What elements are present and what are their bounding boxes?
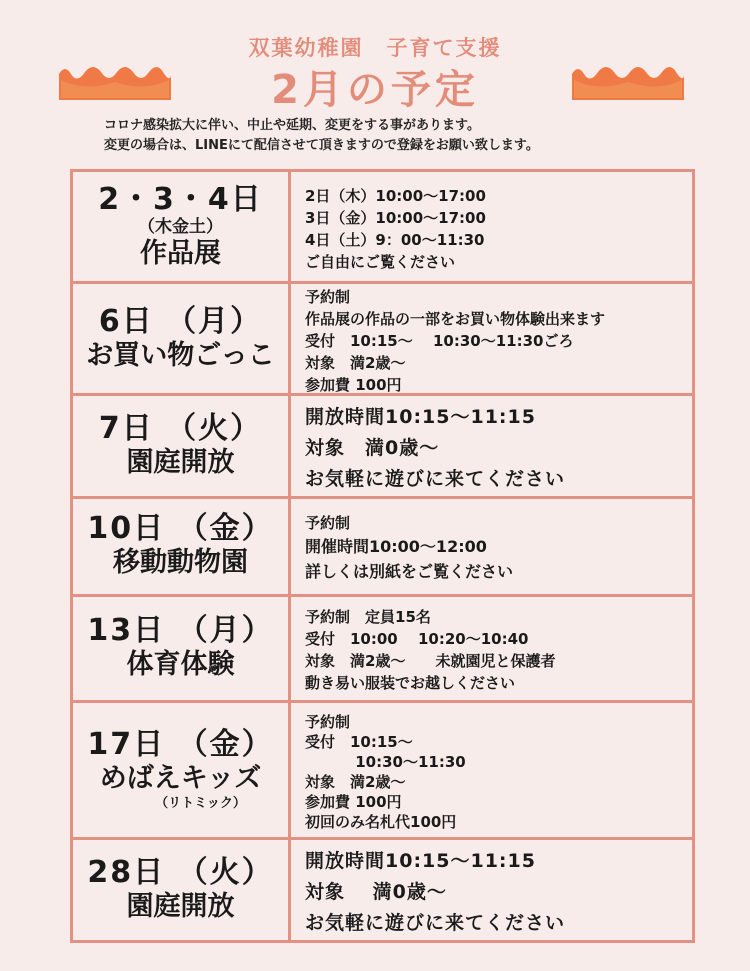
detail-line: 受付 10:00 10:20〜10:40 [305, 630, 529, 649]
notice-line: 変更の場合は、LINEにて配信させて頂きますので登録をお願い致します。 [104, 138, 539, 153]
event-row [73, 597, 692, 704]
event-date: 28日 （火） [87, 855, 274, 891]
detail-line: 開放時間10:15〜11:15 [305, 405, 536, 428]
event-details [291, 499, 692, 594]
event-details [291, 597, 692, 701]
event-row [73, 396, 692, 499]
detail-line: 作品展の作品の一部をお買い物体験出来ます [305, 309, 606, 328]
event-name: 園庭開放 [126, 891, 235, 923]
event-date: 7日 （火） [98, 411, 263, 447]
event-row [73, 703, 692, 840]
detail-line: 予約制 [305, 514, 351, 533]
event-details [291, 172, 692, 281]
detail-line: 初回のみ名札代100円 [305, 813, 457, 832]
detail-line: 予約制 [305, 713, 351, 732]
crown-decoration-right [568, 62, 688, 102]
detail-line: 予約制 [305, 287, 351, 306]
event-note: （リトミック） [155, 796, 246, 812]
event-name: お買い物ごっこ [86, 339, 275, 371]
event-title-cell [73, 703, 291, 837]
event-title-cell [73, 396, 291, 496]
detail-line: 参加費 100円 [305, 375, 402, 394]
event-days: （木金土） [138, 216, 223, 237]
detail-line: 参加費 100円 [305, 793, 402, 812]
detail-line: 開催時間10:00〜12:00 [305, 537, 487, 557]
event-date: 17日 （金） [87, 727, 274, 763]
detail-line: 開放時間10:15〜11:15 [305, 849, 536, 872]
detail-line: お気軽に遊びに来てください [305, 467, 566, 490]
detail-line: 詳しくは別紙をご覧ください [305, 562, 514, 582]
detail-line: 対象 満0歳〜 [305, 880, 447, 903]
event-date: 6日 （月） [98, 303, 263, 339]
event-name: 移動動物園 [113, 547, 248, 579]
notice-line: コロナ感染拡大に伴い、中止や延期、変更をする事があります。 [104, 118, 480, 133]
event-title-cell [73, 499, 291, 594]
detail-line: 対象 満2歳〜 [305, 353, 406, 372]
event-details [291, 840, 692, 940]
detail-line: 受付 10:15〜 [305, 733, 413, 752]
event-date: 13日 （月） [87, 613, 274, 649]
detail-line: 2日（木）10:00〜17:00 [305, 186, 486, 205]
detail-line: 予約制 定員15名 [305, 608, 431, 627]
org-name: 双葉幼稚園 子育て支援 [248, 36, 502, 60]
event-name: めばえキッズ [99, 763, 262, 795]
event-date: 2・3・4日 [98, 181, 263, 217]
detail-line: 10:30〜11:30 [305, 753, 466, 772]
detail-line: お気軽に遊びに来てください [305, 911, 566, 934]
event-details [291, 703, 692, 837]
detail-line: 受付 10:15〜 10:30〜11:30ごろ [305, 331, 574, 350]
event-row [73, 499, 692, 597]
detail-line: 対象 満2歳〜 未就園児と保護者 [305, 652, 556, 671]
event-details [291, 284, 692, 393]
notice [104, 116, 704, 156]
crown-decoration-left [55, 62, 175, 102]
event-title-cell [73, 284, 291, 393]
event-name: 園庭開放 [126, 447, 235, 479]
detail-line: 4日（土）9：00〜11:30 [305, 230, 485, 249]
event-title-cell [73, 840, 291, 940]
detail-line: 対象 満2歳〜 [305, 773, 406, 792]
event-date: 10日 （金） [87, 511, 274, 547]
page-title: 2月の予定 [271, 67, 479, 113]
event-name: 作品展 [140, 237, 221, 269]
schedule-table [70, 169, 695, 943]
event-row [73, 172, 692, 284]
detail-line: ご自由にご覧ください [305, 252, 456, 271]
event-name: 体育体験 [126, 649, 235, 681]
event-row [73, 284, 692, 396]
detail-line: 3日（金）10:00〜17:00 [305, 208, 486, 227]
event-details [291, 396, 692, 496]
detail-line: 動き易い服装でお越しください [305, 674, 516, 693]
detail-line: 対象 満0歳〜 [305, 436, 440, 459]
event-title-cell [73, 597, 291, 701]
event-row [73, 840, 692, 940]
event-title-cell [73, 172, 291, 281]
